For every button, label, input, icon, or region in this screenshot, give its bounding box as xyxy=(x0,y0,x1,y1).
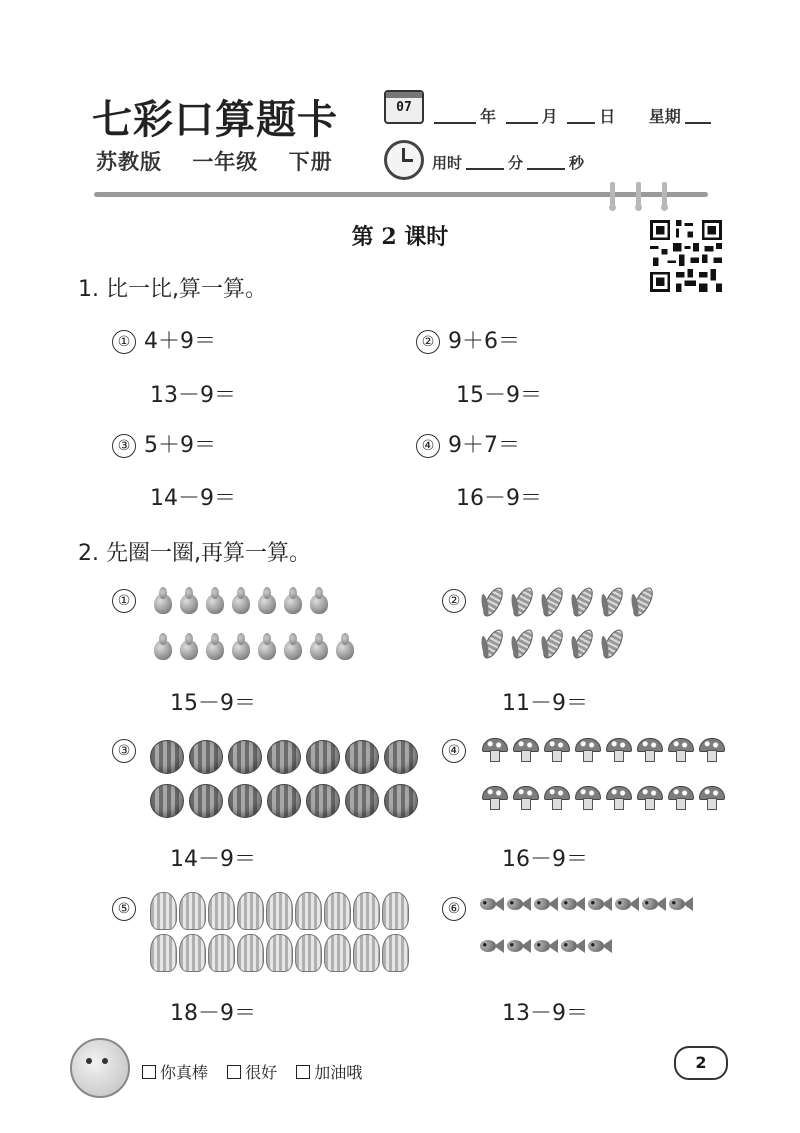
divider-dot xyxy=(609,204,616,211)
equation: 9＋6＝ xyxy=(448,329,520,354)
cabbage-icon xyxy=(208,892,235,930)
brand-title: 七彩口算题卡 xyxy=(92,96,338,143)
mushroom-icon xyxy=(480,738,508,760)
cabbage-icon xyxy=(179,892,206,930)
pear-icon xyxy=(228,586,250,614)
pear-icon xyxy=(254,632,276,660)
qr-code-icon[interactable] xyxy=(650,220,722,292)
weekday-blank[interactable] xyxy=(685,122,711,124)
item-number: ③ xyxy=(112,434,136,458)
q1-group-1-a xyxy=(112,324,216,355)
fish-row-1 xyxy=(480,896,693,912)
cabbage-icon xyxy=(353,934,380,972)
q2-item-1-equation: 15－9＝ xyxy=(170,691,256,716)
checkbox-icon[interactable] xyxy=(142,1065,156,1079)
alarm-clock-icon xyxy=(384,140,424,180)
divider-tick xyxy=(636,182,641,206)
self-rating xyxy=(142,1060,376,1083)
pear-icon xyxy=(280,586,302,614)
q2-item-2-equation: 11－9＝ xyxy=(502,691,588,716)
q2-item-4-equation: 16－9＝ xyxy=(502,847,588,872)
q1-group-3-a xyxy=(112,428,216,459)
mushroom-icon xyxy=(511,786,539,808)
page-number: 2 xyxy=(674,1046,728,1080)
month-blank[interactable] xyxy=(506,122,538,124)
watermelon-icon xyxy=(384,784,418,818)
rating-label: 很好 xyxy=(245,1063,278,1082)
pear-icon xyxy=(280,632,302,660)
corn-icon xyxy=(480,584,506,618)
watermelon-icon xyxy=(189,740,223,774)
mascot-icon xyxy=(70,1038,130,1098)
time-used-label: 用时 xyxy=(432,154,463,172)
watermelon-icon xyxy=(345,740,379,774)
q2-item-4-number xyxy=(442,738,474,763)
pear-icon xyxy=(254,586,276,614)
cabbage-icon xyxy=(382,892,409,930)
q2-item-3-equation: 14－9＝ xyxy=(170,847,256,872)
fish-icon xyxy=(534,938,558,954)
q2-item-2-number xyxy=(442,588,474,613)
fish-icon xyxy=(561,896,585,912)
rating-label: 你真棒 xyxy=(160,1063,209,1082)
divider-dot xyxy=(661,204,668,211)
item-number: ② xyxy=(442,589,466,613)
rating-label: 加油哦 xyxy=(314,1063,363,1082)
corn-icon xyxy=(630,584,656,618)
watermelon-row-2 xyxy=(150,784,418,818)
item-number: ⑤ xyxy=(112,897,136,921)
corn-icon xyxy=(570,626,596,660)
day-label: 日 xyxy=(599,107,616,126)
mushroom-icon xyxy=(542,786,570,808)
year-label: 年 xyxy=(480,107,497,126)
pear-icon xyxy=(228,632,250,660)
pear-icon xyxy=(176,586,198,614)
fish-icon xyxy=(507,938,531,954)
cabbage-row-2 xyxy=(150,934,409,972)
q2-item-6-equation: 13－9＝ xyxy=(502,1001,588,1026)
corn-icon xyxy=(480,626,506,660)
corn-row-1 xyxy=(480,584,656,618)
cabbage-icon xyxy=(237,934,264,972)
second-blank[interactable] xyxy=(527,168,565,170)
month-label: 月 xyxy=(541,107,558,126)
fish-icon xyxy=(615,896,639,912)
watermelon-icon xyxy=(345,784,379,818)
edition-line xyxy=(96,146,355,176)
q2-item-3-number xyxy=(112,738,144,763)
cabbage-icon xyxy=(266,892,293,930)
q1-group-1-b: 13－9＝ xyxy=(150,383,236,408)
cabbage-icon xyxy=(208,934,235,972)
minute-blank[interactable] xyxy=(466,168,504,170)
item-number: ⑥ xyxy=(442,897,466,921)
q2-item-5-equation: 18－9＝ xyxy=(170,1001,256,1026)
fish-icon xyxy=(588,896,612,912)
watermelon-icon xyxy=(150,740,184,774)
q2-item-6-number xyxy=(442,896,474,921)
cabbage-icon xyxy=(324,934,351,972)
mushroom-icon xyxy=(635,738,663,760)
q1-group-2-a xyxy=(416,324,520,355)
watermelon-icon xyxy=(228,784,262,818)
cabbage-icon xyxy=(324,892,351,930)
edition-publisher: 苏教版 xyxy=(96,150,162,174)
mushroom-icon xyxy=(697,786,725,808)
equation: 9＋7＝ xyxy=(448,433,520,458)
corn-icon xyxy=(600,584,626,618)
item-number: ② xyxy=(416,330,440,354)
second-label: 秒 xyxy=(569,154,585,172)
fish-icon xyxy=(642,896,666,912)
time-line xyxy=(432,152,584,173)
mushroom-icon xyxy=(697,738,725,760)
q1-group-4-a xyxy=(416,428,520,459)
question-2-title: 2. 先圈一圈,再算一算。 xyxy=(78,541,311,566)
cabbage-icon xyxy=(295,892,322,930)
watermelon-icon xyxy=(267,740,301,774)
fish-icon xyxy=(507,896,531,912)
watermelon-row-1 xyxy=(150,740,418,774)
cabbage-icon xyxy=(295,934,322,972)
pear-row-2 xyxy=(150,632,354,660)
edition-grade: 一年级 xyxy=(192,150,259,174)
fish-icon xyxy=(561,938,585,954)
item-number: ① xyxy=(112,589,136,613)
watermelon-icon xyxy=(306,740,340,774)
fish-row-2 xyxy=(480,938,612,954)
pear-icon xyxy=(202,586,224,614)
fish-icon xyxy=(480,938,504,954)
date-line xyxy=(430,104,715,127)
item-number: ① xyxy=(112,330,136,354)
watermelon-icon xyxy=(267,784,301,818)
weekday-label: 星期 xyxy=(648,107,681,126)
cabbage-icon xyxy=(179,934,206,972)
watermelon-icon xyxy=(306,784,340,818)
edition-volume: 下册 xyxy=(288,150,333,174)
calendar-icon xyxy=(384,90,424,124)
fish-icon xyxy=(588,938,612,954)
cabbage-row-1 xyxy=(150,892,409,930)
divider-tick xyxy=(662,182,667,206)
mushroom-icon xyxy=(666,738,694,760)
pear-icon xyxy=(306,586,328,614)
watermelon-icon xyxy=(150,784,184,818)
fish-icon xyxy=(480,896,504,912)
cabbage-icon xyxy=(266,934,293,972)
mushroom-icon xyxy=(480,786,508,808)
fish-icon xyxy=(669,896,693,912)
q2-item-1-number xyxy=(112,588,144,613)
cabbage-icon xyxy=(237,892,264,930)
watermelon-icon xyxy=(228,740,262,774)
minute-label: 分 xyxy=(508,154,524,172)
item-number: ③ xyxy=(112,739,136,763)
mushroom-icon xyxy=(573,786,601,808)
mushroom-icon xyxy=(666,786,694,808)
pear-icon xyxy=(150,632,172,660)
pear-icon xyxy=(150,586,172,614)
cabbage-icon xyxy=(150,934,177,972)
watermelon-icon xyxy=(189,784,223,818)
fish-icon xyxy=(534,896,558,912)
cabbage-icon xyxy=(150,892,177,930)
q1-group-2-b: 15－9＝ xyxy=(456,383,542,408)
cabbage-icon xyxy=(353,892,380,930)
year-blank[interactable] xyxy=(434,122,476,124)
corn-icon xyxy=(600,626,626,660)
calendar-number: 07 xyxy=(396,100,412,115)
rating-option-great[interactable] xyxy=(142,1063,208,1082)
mushroom-row-2 xyxy=(480,786,725,808)
question-1-title: 1. 比一比,算一算。 xyxy=(78,277,267,302)
corn-icon xyxy=(510,626,536,660)
divider-dot xyxy=(635,204,642,211)
corn-icon xyxy=(510,584,536,618)
pear-row-1 xyxy=(150,586,328,614)
item-number: ④ xyxy=(416,434,440,458)
lesson-title: 第 2 课时 xyxy=(351,224,449,250)
rating-option-keep-going[interactable] xyxy=(296,1063,362,1082)
corn-row-2 xyxy=(480,626,626,660)
divider-tick xyxy=(610,182,615,206)
pear-icon xyxy=(176,632,198,660)
q1-group-4-b: 16－9＝ xyxy=(456,486,542,511)
checkbox-icon[interactable] xyxy=(296,1065,310,1079)
day-blank[interactable] xyxy=(567,122,595,124)
pear-icon xyxy=(306,632,328,660)
mushroom-icon xyxy=(604,738,632,760)
cabbage-icon xyxy=(382,934,409,972)
mushroom-icon xyxy=(511,738,539,760)
q2-item-5-number xyxy=(112,896,144,921)
mushroom-icon xyxy=(635,786,663,808)
checkbox-icon[interactable] xyxy=(227,1065,241,1079)
corn-icon xyxy=(540,626,566,660)
mushroom-icon xyxy=(542,738,570,760)
item-number: ④ xyxy=(442,739,466,763)
mushroom-icon xyxy=(604,786,632,808)
rating-option-good[interactable] xyxy=(227,1063,277,1082)
mushroom-row-1 xyxy=(480,738,725,760)
equation: 4＋9＝ xyxy=(144,329,216,354)
header-divider xyxy=(94,192,708,197)
corn-icon xyxy=(570,584,596,618)
q1-group-3-b: 14－9＝ xyxy=(150,486,236,511)
corn-icon xyxy=(540,584,566,618)
watermelon-icon xyxy=(384,740,418,774)
equation: 5＋9＝ xyxy=(144,433,216,458)
pear-icon xyxy=(202,632,224,660)
mushroom-icon xyxy=(573,738,601,760)
pear-icon xyxy=(332,632,354,660)
